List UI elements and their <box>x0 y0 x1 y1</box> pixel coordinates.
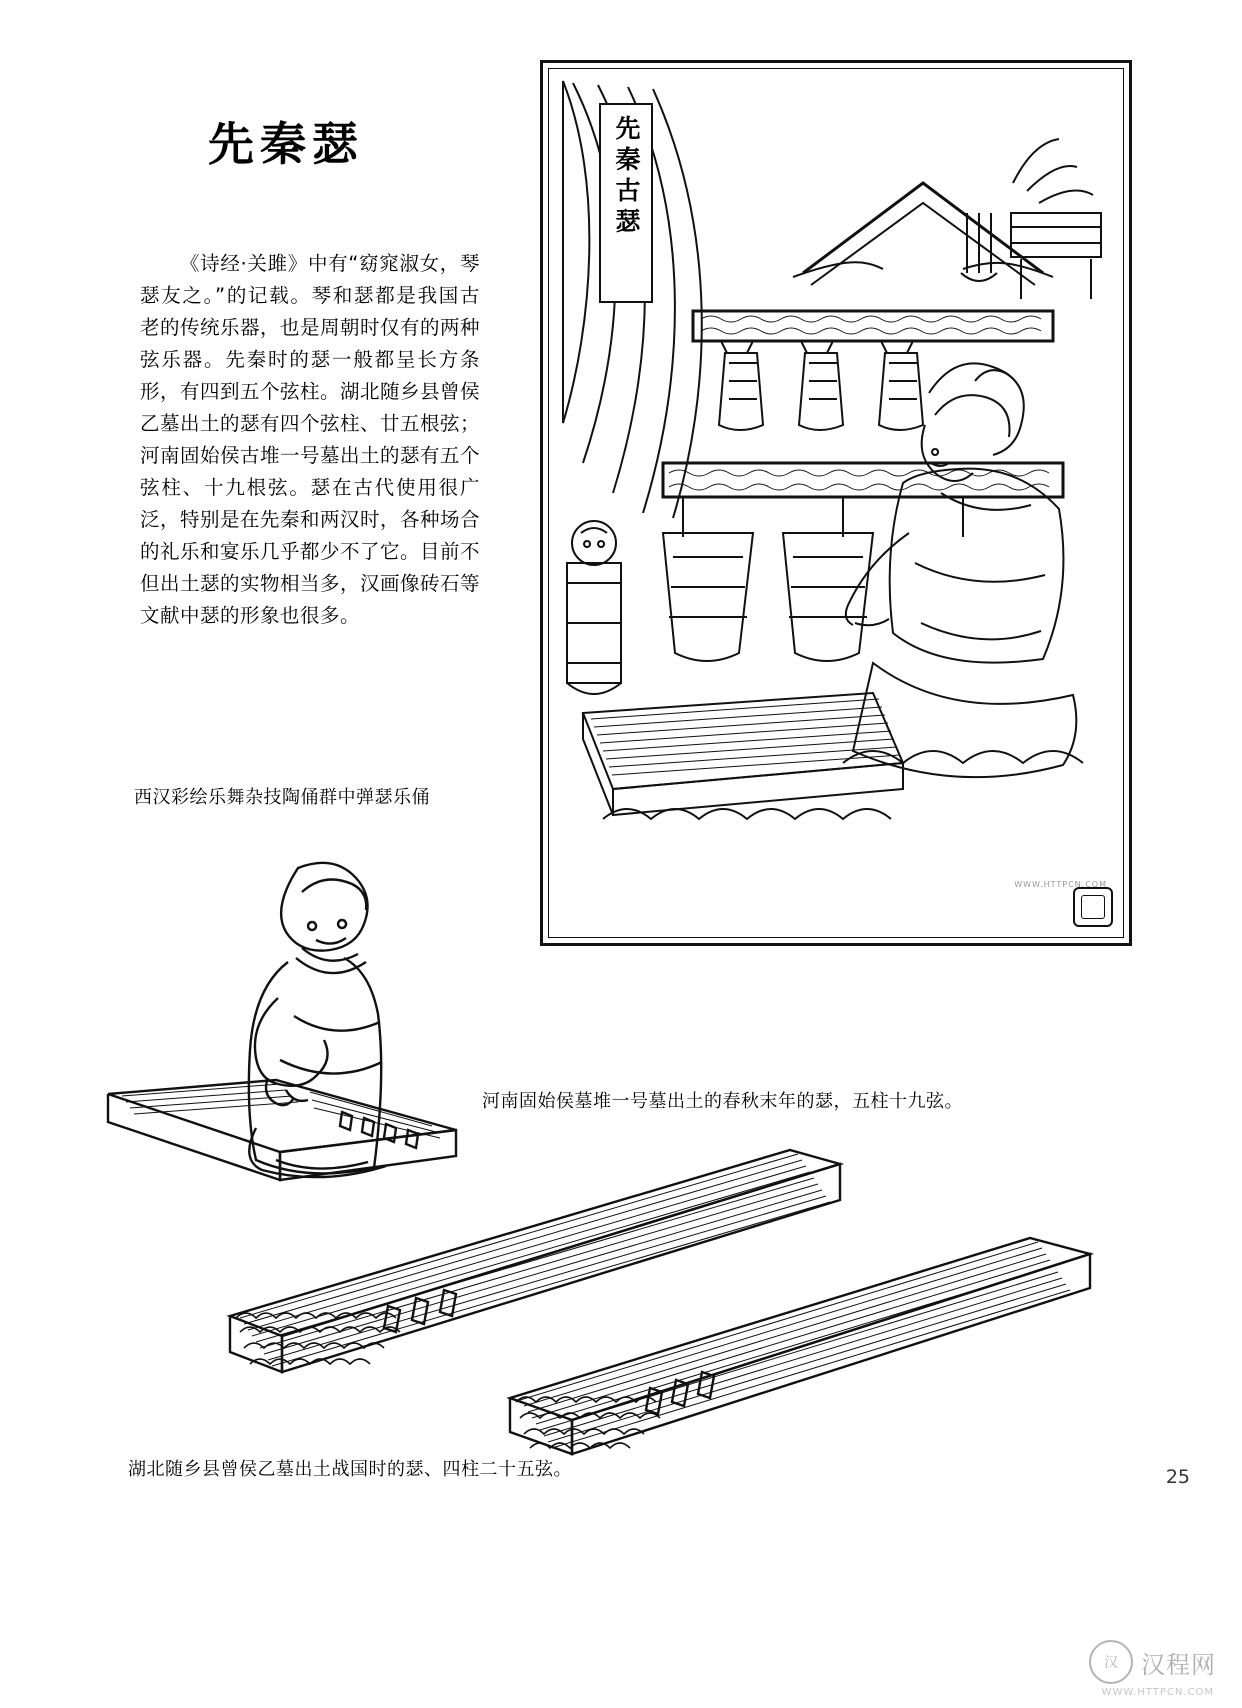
site-watermark <box>1089 1640 1216 1698</box>
page-number: 25 <box>1165 1466 1190 1488</box>
illustration-watermark-url: WWW.HTTPCN.COM <box>1014 880 1107 889</box>
se-henan <box>230 1150 840 1372</box>
illustration-title-text: 先秦古瑟 <box>612 115 641 239</box>
watermark-logo-icon: 汉 <box>1089 1640 1133 1684</box>
caption-henan-se: 河南固始侯墓堆一号墓出土的春秋末年的瑟，五柱十九弦。 <box>482 1091 963 1112</box>
seal-stamp-icon <box>1073 887 1113 927</box>
watermark-url: WWW.HTTPCN.COM <box>1101 1687 1214 1698</box>
caption-han-figurine: 西汉彩绘乐舞杂技陶俑群中弹瑟乐俑 <box>134 787 430 808</box>
caption-hubei-se: 湖北随乡县曾侯乙墓出土战国时的瑟、四柱二十五弦。 <box>128 1459 572 1480</box>
body-paragraph: 《诗经·关雎》中有“窈窕淑女，琴瑟友之。”的记载。琴和瑟都是我国古老的传统乐器，也是周朝时仅有的两种弦乐器。先秦时的瑟一般都呈长方条形，有四到五个弦柱。湖北随乡县曾侯乙墓出土的瑟有四个弦柱、廿五根弦；河南固始侯古堆一号墓出土的瑟有五个弦柱、十九根弦。瑟在古代使用很广泛，特别是在先秦和两汉时，各种场合的礼乐和宴乐几乎都少不了它。目前不但出土瑟的实物相当多，汉画像砖石等文献中瑟的形象也很多。 <box>140 252 481 627</box>
se-instrument-illustrations <box>210 1130 1130 1460</box>
illustration-frame <box>540 60 1132 946</box>
illustration-title-cartouche <box>599 103 653 303</box>
page-title: 先秦瑟 <box>208 117 364 171</box>
watermark-text: 汉程网 <box>1141 1650 1216 1679</box>
